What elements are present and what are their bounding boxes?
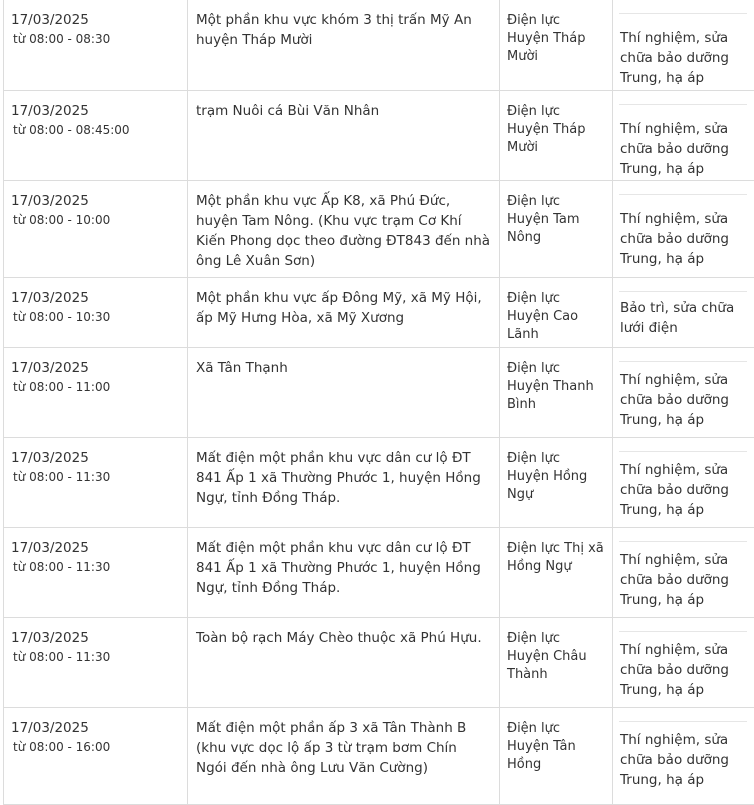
- outage-time: từ 08:00 - 11:30: [13, 470, 111, 484]
- date-cell: [4, 181, 188, 278]
- unit-cell: [500, 618, 613, 708]
- outage-time: từ 08:00 - 10:30: [13, 310, 111, 324]
- outage-date: 17/03/2025: [11, 450, 89, 466]
- table-row: [4, 348, 754, 438]
- outage-reason: Thí nghiệm, sửa chữa bảo dưỡng Trung, hạ áp: [620, 372, 730, 428]
- reason-cell: [613, 0, 754, 91]
- date-cell: [4, 0, 188, 91]
- area-cell: [188, 708, 500, 805]
- divider: [619, 541, 747, 542]
- outage-area: Mất điện một phần ấp 3 xã Tân Thành B (khu vực dọc lộ ấp 3 từ trạm bơm Chín Ngói đến nhà ông Lưu Văn Cường): [196, 720, 467, 776]
- table-row: [4, 438, 754, 528]
- unit-cell: [500, 348, 613, 438]
- area-cell: [188, 91, 500, 181]
- outage-time: từ 08:00 - 16:00: [13, 740, 111, 754]
- outage-area: trạm Nuôi cá Bùi Văn Nhân: [196, 103, 380, 119]
- unit-cell: [500, 181, 613, 278]
- table-row: [4, 618, 754, 708]
- outage-date: 17/03/2025: [11, 193, 89, 209]
- table-row: [4, 278, 754, 348]
- outage-reason: Thí nghiệm, sửa chữa bảo dưỡng Trung, hạ áp: [620, 642, 730, 698]
- reason-cell: [613, 181, 754, 278]
- area-cell: [188, 618, 500, 708]
- power-unit: Điện lực Huyện Tháp Mười: [507, 13, 586, 64]
- outage-area: Mất điện một phần khu vực dân cư lộ ĐT 841 Ấp 1 xã Thường Phước 1, huyện Hồng Ngự, tỉnh Đồng Tháp.: [196, 540, 481, 596]
- outage-area: Toàn bộ rạch Máy Chèo thuộc xã Phú Hựu.: [196, 630, 482, 646]
- outage-area: Xã Tân Thạnh: [196, 360, 288, 376]
- divider: [619, 194, 747, 195]
- area-cell: [188, 348, 500, 438]
- divider: [619, 631, 747, 632]
- divider: [619, 13, 747, 14]
- table-row: [4, 91, 754, 181]
- outage-date: 17/03/2025: [11, 630, 89, 646]
- outage-reason: Bảo trì, sửa chữa lưới điện: [620, 300, 735, 336]
- reason-cell: [613, 708, 754, 805]
- outage-time: từ 08:00 - 11:00: [13, 380, 111, 394]
- outage-reason: Thí nghiệm, sửa chữa bảo dưỡng Trung, hạ áp: [620, 211, 730, 267]
- outage-reason: Thí nghiệm, sửa chữa bảo dưỡng Trung, hạ áp: [620, 552, 730, 608]
- outage-area: Một phần khu vực khóm 3 thị trấn Mỹ An huyện Tháp Mười: [196, 12, 472, 48]
- unit-cell: [500, 0, 613, 91]
- area-cell: [188, 528, 500, 618]
- unit-cell: [500, 278, 613, 348]
- date-cell: [4, 438, 188, 528]
- reason-cell: [613, 438, 754, 528]
- outage-time: từ 08:00 - 11:30: [13, 560, 111, 574]
- outage-date: 17/03/2025: [11, 540, 89, 556]
- date-cell: [4, 708, 188, 805]
- outage-reason: Thí nghiệm, sửa chữa bảo dưỡng Trung, hạ áp: [620, 732, 730, 788]
- outage-date: 17/03/2025: [11, 360, 89, 376]
- outage-date: 17/03/2025: [11, 12, 89, 28]
- power-unit: Điện lực Huyện Tháp Mười: [507, 104, 586, 155]
- outage-time: từ 08:00 - 11:30: [13, 650, 111, 664]
- power-unit: Điện lực Huyện Châu Thành: [507, 631, 587, 682]
- power-unit: Điện lực Huyện Hồng Ngự: [507, 451, 588, 502]
- outage-reason: Thí nghiệm, sửa chữa bảo dưỡng Trung, hạ áp: [620, 121, 730, 177]
- divider: [619, 104, 747, 105]
- area-cell: [188, 0, 500, 91]
- power-unit: Điện lực Huyện Tam Nông: [507, 194, 580, 245]
- power-unit: Điện lực Huyện Thanh Bình: [507, 361, 594, 412]
- table-row: [4, 181, 754, 278]
- divider: [619, 361, 747, 362]
- power-unit: Điện lực Thị xã Hồng Ngự: [507, 541, 604, 574]
- outage-reason: Thí nghiệm, sửa chữa bảo dưỡng Trung, hạ áp: [620, 462, 730, 518]
- table-row: [4, 708, 754, 805]
- power-unit: Điện lực Huyện Cao Lãnh: [507, 291, 579, 342]
- outage-date: 17/03/2025: [11, 290, 89, 306]
- outage-date: 17/03/2025: [11, 103, 89, 119]
- date-cell: [4, 348, 188, 438]
- area-cell: [188, 181, 500, 278]
- outage-reason: Thí nghiệm, sửa chữa bảo dưỡng Trung, hạ áp: [620, 30, 730, 86]
- date-cell: [4, 528, 188, 618]
- unit-cell: [500, 91, 613, 181]
- outage-area: Một phần khu vực Ấp K8, xã Phú Đức, huyện Tam Nông. (Khu vực trạm Cơ Khí Kiến Phong dọc theo đường ĐT843 đến nhà ông Lê Xuân Sơn): [196, 193, 491, 269]
- reason-cell: [613, 278, 754, 348]
- divider: [619, 451, 747, 452]
- outage-area: Mất điện một phần khu vực dân cư lộ ĐT 841 Ấp 1 xã Thường Phước 1, huyện Hồng Ngự, tỉnh Đồng Tháp.: [196, 450, 481, 506]
- divider: [619, 721, 747, 722]
- reason-cell: [613, 618, 754, 708]
- outage-time: từ 08:00 - 08:45:00: [13, 123, 130, 137]
- power-unit: Điện lực Huyện Tân Hồng: [507, 721, 576, 772]
- reason-cell: [613, 91, 754, 181]
- outage-schedule-table: [3, 0, 754, 805]
- unit-cell: [500, 528, 613, 618]
- unit-cell: [500, 438, 613, 528]
- unit-cell: [500, 708, 613, 805]
- table-row: [4, 0, 754, 91]
- outage-time: từ 08:00 - 08:30: [13, 32, 111, 46]
- date-cell: [4, 91, 188, 181]
- area-cell: [188, 278, 500, 348]
- outage-date: 17/03/2025: [11, 720, 89, 736]
- divider: [619, 291, 747, 292]
- reason-cell: [613, 528, 754, 618]
- date-cell: [4, 618, 188, 708]
- outage-area: Một phần khu vực ấp Đông Mỹ, xã Mỹ Hội, ấp Mỹ Hưng Hòa, xã Mỹ Xương: [196, 290, 482, 326]
- outage-time: từ 08:00 - 10:00: [13, 213, 111, 227]
- reason-cell: [613, 348, 754, 438]
- table-row: [4, 528, 754, 618]
- date-cell: [4, 278, 188, 348]
- area-cell: [188, 438, 500, 528]
